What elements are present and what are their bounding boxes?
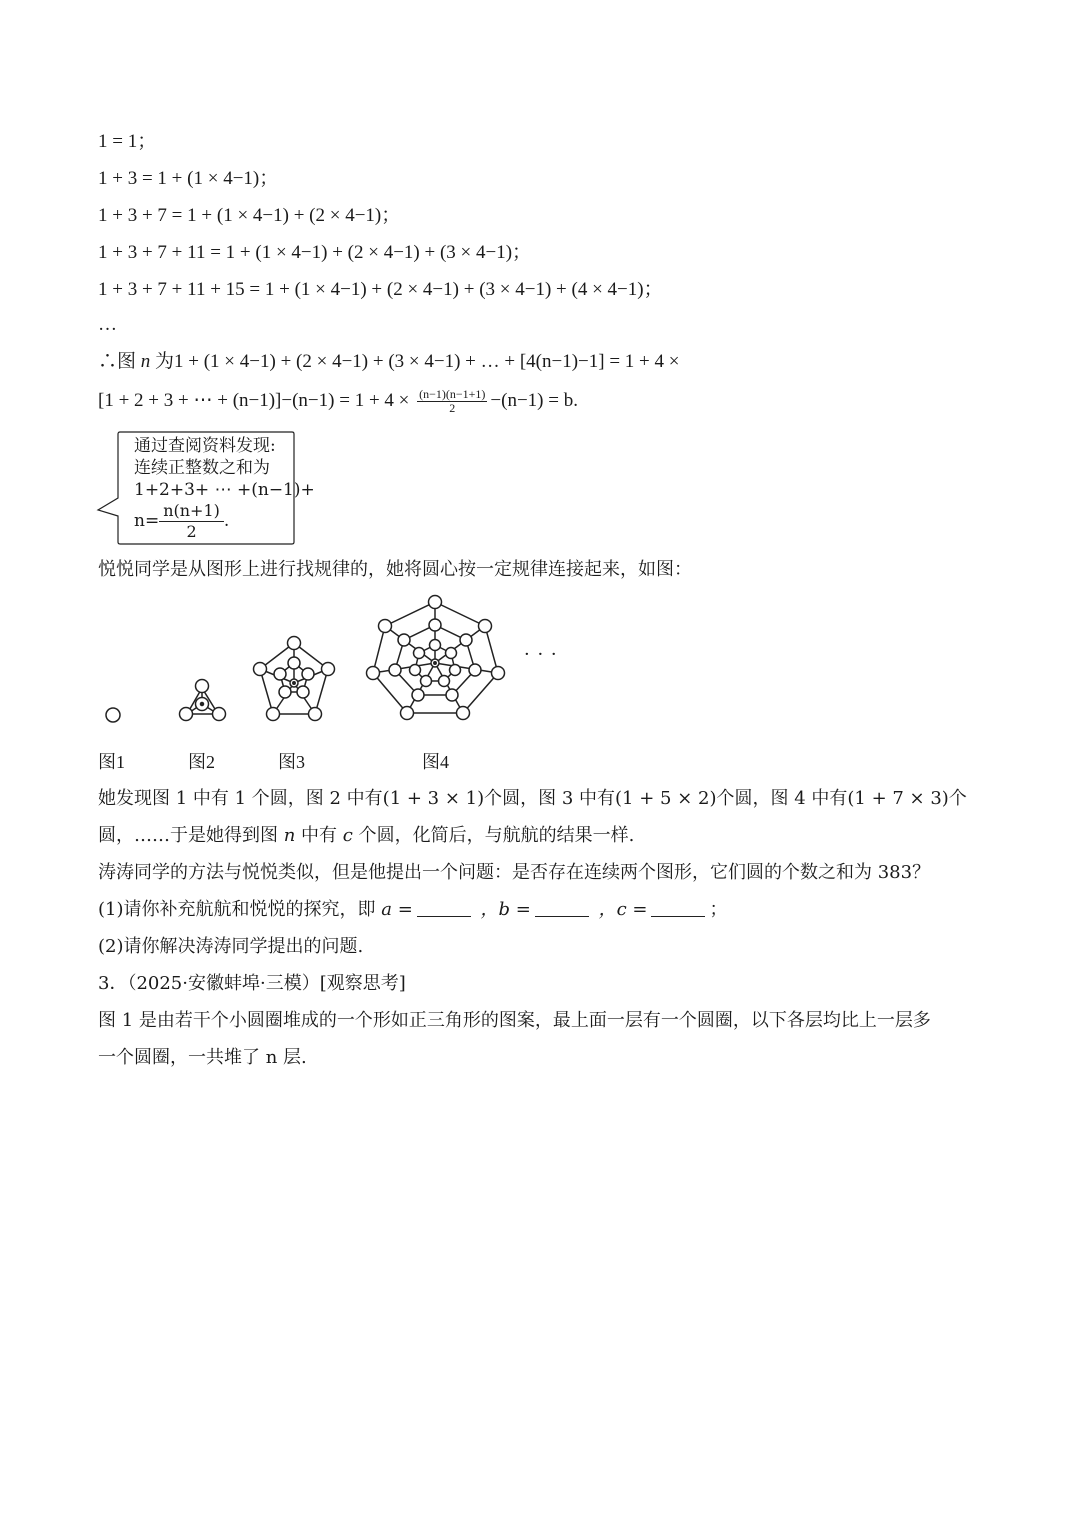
answer-blank-c[interactable] xyxy=(651,900,705,917)
eq-line-8-fraction xyxy=(417,388,487,415)
figure-caption-1: 图1 xyxy=(98,752,125,772)
eq-line-8-mid: −(n−1) = 1 + 4 × xyxy=(281,389,410,411)
callout-fraction xyxy=(159,501,224,542)
question-1 xyxy=(98,898,727,922)
problem-3-line-2: 一个圆圈，一共堆了 n 层. xyxy=(98,1047,307,1068)
eq-line-8-end: −(n−1) = b. xyxy=(490,389,578,411)
figure-2 xyxy=(180,680,226,721)
eq-line-4: 1 + 3 + 7 + 11 = 1 + (1 × 4−1) + (2 × 4−1) + (3 × 4−1)； xyxy=(98,242,532,263)
eq-line-2: 1 + 3 = 1 + (1 × 4−1)； xyxy=(98,168,279,189)
callout-fraction-denominator: 2 xyxy=(186,522,197,541)
finding-line-2-c: c xyxy=(342,825,353,846)
question-1-c-label: ，c = xyxy=(598,899,648,920)
figure-caption-2: 图2 xyxy=(188,752,215,772)
circle-pattern-figures xyxy=(90,588,570,733)
eq-line-1: 1 = 1； xyxy=(98,131,157,152)
eq-line-7-prefix: ∴图 xyxy=(98,351,137,372)
eq-line-5: 1 + 3 + 7 + 11 + 15 = 1 + (1 × 4−1) + (2 × 4−1) + (3 × 4−1) + (4 × 4−1)； xyxy=(98,279,663,300)
question-2: (2)请你解决涛涛同学提出的问题. xyxy=(98,936,364,957)
figure-caption-3: 图3 xyxy=(278,752,305,772)
question-1-end: ； xyxy=(709,899,728,920)
callout-line-2: 连续正整数之和为 xyxy=(134,458,270,478)
question-1-b-label: ，b = xyxy=(480,899,531,920)
answer-blank-b[interactable] xyxy=(535,900,589,917)
eq-line-7-rest: 为1 + (1 × 4−1) + (2 × 4−1) + (3 × 4−1) + … + [4(n−1)−1] = 1 + 4 × xyxy=(155,351,680,372)
callout-line-1: 通过查阅资料发现: xyxy=(134,436,276,456)
problem-3-line-1: 图 1 是由若干个小圆圈堆成的一个形如正三角形的图案，最上面一层有一个圆圈，以下各层均比上一层多 xyxy=(98,1010,931,1031)
question-1-a-label: a = xyxy=(381,899,413,920)
figure-1 xyxy=(106,708,120,722)
eq-ellipsis: … xyxy=(98,314,117,335)
finding-line-2-part-a: 圆，……于是她得到图 xyxy=(98,825,284,846)
taotao-question: 涛涛同学的方法与悦悦类似，但是他提出一个问题：是否存在连续两个图形，它们圆的个数之和为 383？ xyxy=(98,862,931,883)
finding-line-1: 她发现图 1 中有 1 个圆，图 2 中有(1 + 3 × 1)个圆，图 3 中有(1 + 5 × 2)个圆，图 4 中有(1 + 7 × 3)个 xyxy=(98,788,967,809)
eq-line-7-n: n xyxy=(140,351,151,372)
finding-line-2-part-d: 个圆，化简后，与航航的结果一样. xyxy=(352,825,635,846)
eq-line-8-bracket: [1 + 2 + 3 + ⋯ + (n−1)] xyxy=(98,389,282,411)
eq-fraction-numerator: (n−1)(n−1+1) xyxy=(419,387,486,401)
figure-caption-4: 图4 xyxy=(422,752,449,772)
eq-fraction-denominator: 2 xyxy=(449,401,456,415)
callout-formula-end: . xyxy=(223,511,230,531)
callout-text xyxy=(134,435,315,542)
finding-line-2 xyxy=(98,824,634,848)
problem-3-title: 3．（2025·安徽蚌埠·三模）[观察思考] xyxy=(98,973,406,994)
finding-line-2-part-b: 中有 xyxy=(295,825,343,846)
callout-formula-lhs: n= xyxy=(134,511,160,531)
callout-line-4 xyxy=(134,501,315,542)
question-1-prefix: (1)请你补充航航和悦悦的探究，即 xyxy=(98,899,376,920)
yueyue-intro: 悦悦同学是从图形上进行找规律的，她将圆心按一定规律连接起来，如图： xyxy=(98,559,692,580)
answer-blank-a[interactable] xyxy=(417,900,471,917)
callout-fraction-numerator: n(n+1) xyxy=(159,501,224,522)
callout-line-3: 1+2+3+ ⋯ +(n−1)+ xyxy=(134,480,315,500)
eq-line-3: 1 + 3 + 7 = 1 + (1 × 4−1) + (2 × 4−1)； xyxy=(98,205,401,226)
figure-4 xyxy=(367,596,505,720)
figure-ellipsis: · · · xyxy=(524,644,558,665)
figure-3 xyxy=(254,637,335,721)
eq-line-7 xyxy=(98,350,679,374)
finding-line-2-n: n xyxy=(283,825,296,846)
eq-line-8 xyxy=(98,388,578,415)
